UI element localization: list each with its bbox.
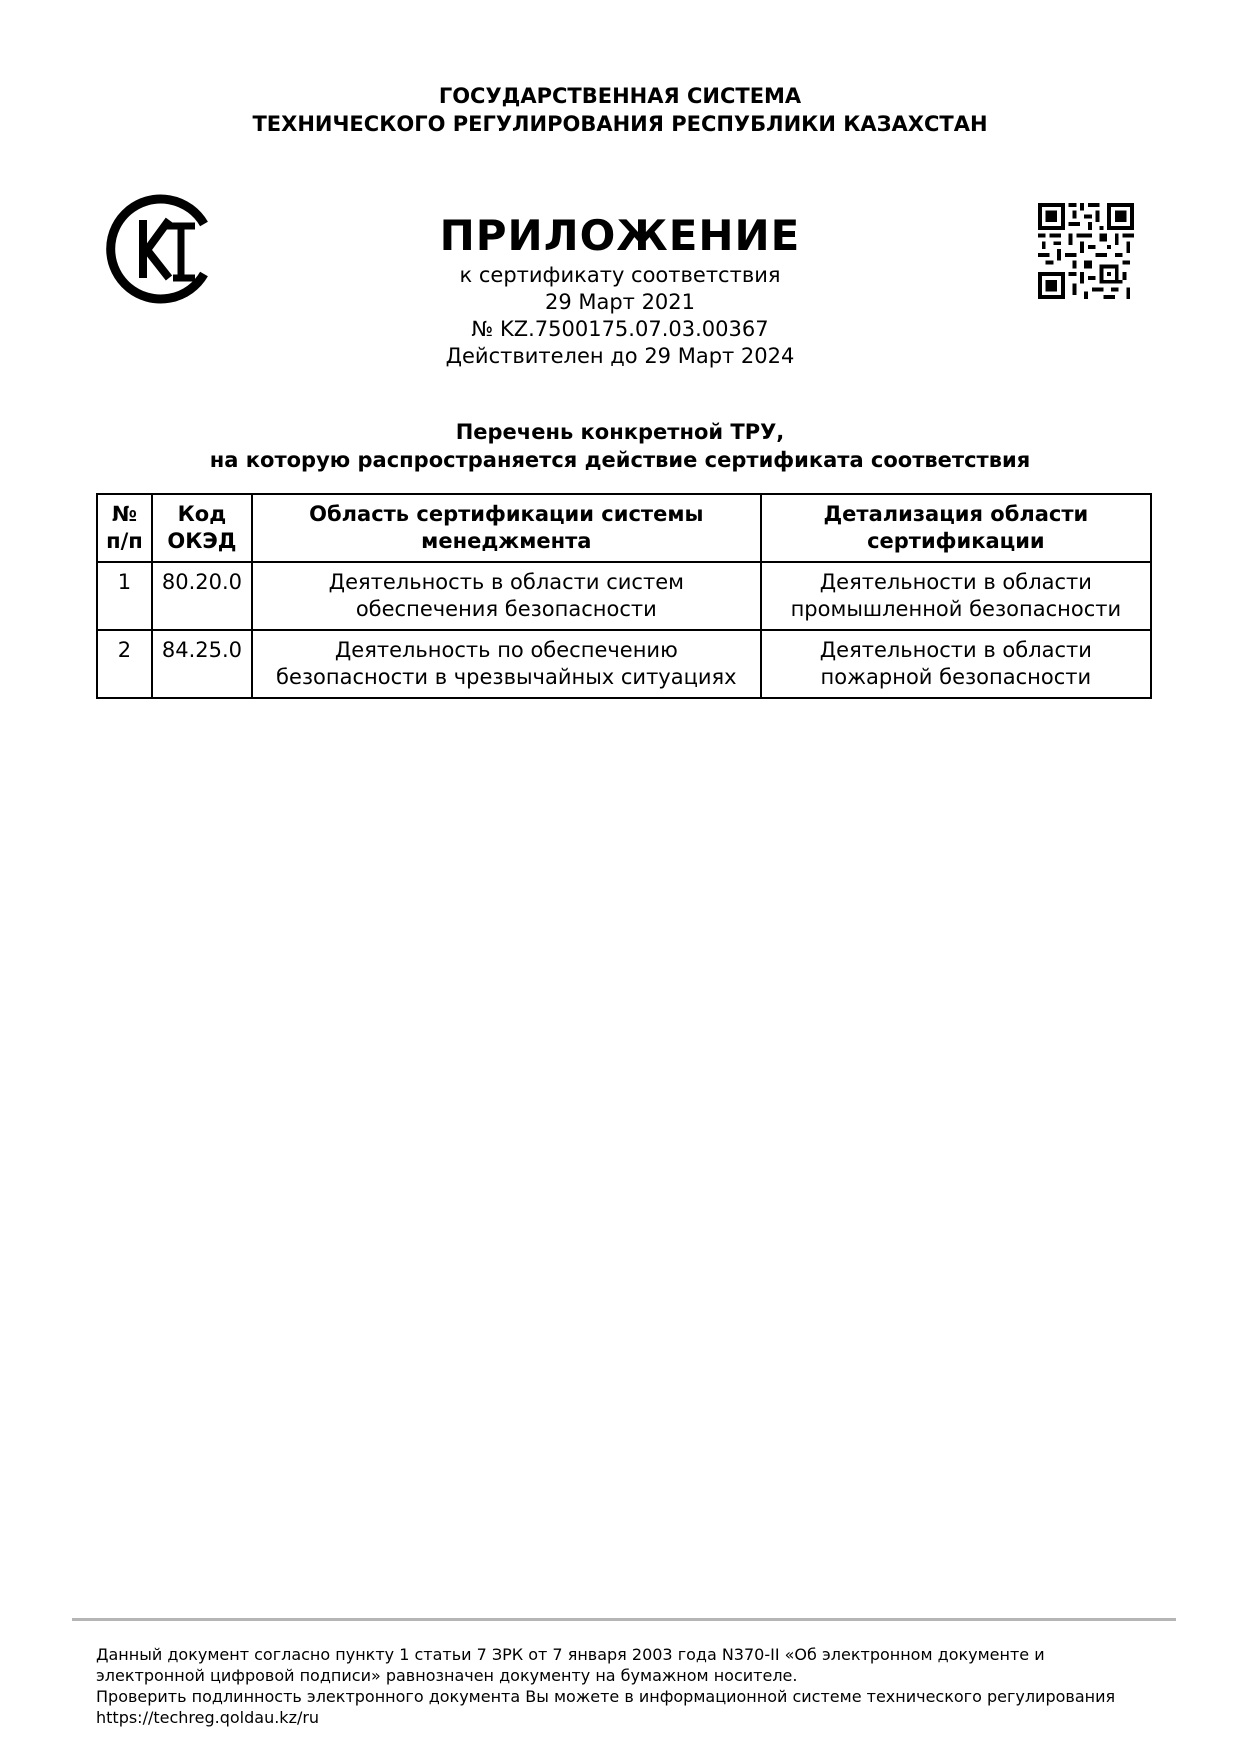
row-number: 2 <box>97 630 152 698</box>
page-title: ПРИЛОЖЕНИЕ <box>439 211 801 260</box>
certification-table <box>96 493 1152 699</box>
row-code: 80.20.0 <box>152 562 252 630</box>
issuer-header <box>0 82 1240 138</box>
row-area: Деятельность в области систем обеспечения безопасности <box>252 562 761 630</box>
table-row <box>97 630 1151 698</box>
issuer-line-1: ГОСУДАРСТВЕННАЯ СИСТЕМА <box>438 84 802 108</box>
certificate-subtitle: к сертификату соответствия <box>459 263 781 287</box>
certificate-valid-until: Действителен до 29 Март 2024 <box>445 344 795 368</box>
certificate-number: № KZ.7500175.07.03.00367 <box>471 317 769 341</box>
header-certification-detail: Детализация области сертификации <box>761 494 1151 562</box>
row-area: Деятельность по обеспечению безопасности в чрезвычайных ситуациях <box>252 630 761 698</box>
list-heading-line-1: Перечень конкретной ТРУ, <box>455 420 785 444</box>
certificate-date: 29 Март 2021 <box>544 290 696 314</box>
footer-verification-note: Проверить подлинность электронного документа Вы можете в информационной системе технического регулирования https://techreg.qoldau.kz/ru <box>96 1687 1116 1727</box>
row-detail: Деятельности в области пожарной безопасности <box>761 630 1151 698</box>
header-okved-code: Код ОКЭД <box>152 494 252 562</box>
header-number: № п/п <box>97 494 152 562</box>
row-code: 84.25.0 <box>152 630 252 698</box>
appendix-title-block <box>0 210 1240 370</box>
header-certification-area: Область сертификации системы менеджмента <box>252 494 761 562</box>
issuer-line-2: ТЕХНИЧЕСКОГО РЕГУЛИРОВАНИЯ РЕСПУБЛИКИ КАЗАХСТАН <box>252 112 988 136</box>
row-number: 1 <box>97 562 152 630</box>
legal-footer <box>96 1644 1156 1728</box>
footer-divider <box>72 1618 1176 1621</box>
list-heading-line-2: на которую распространяется действие сертификата соответствия <box>209 448 1031 472</box>
list-heading <box>0 418 1240 474</box>
table-header-row <box>97 494 1151 562</box>
footer-legal-note: Данный документ согласно пункту 1 статьи 7 ЗРК от 7 января 2003 года N370-II «Об электронном документе и электронной цифровой подписи» равнозначен документу на бумажном носителе. <box>96 1645 1045 1685</box>
table-row <box>97 562 1151 630</box>
row-detail: Деятельности в области промышленной безопасности <box>761 562 1151 630</box>
